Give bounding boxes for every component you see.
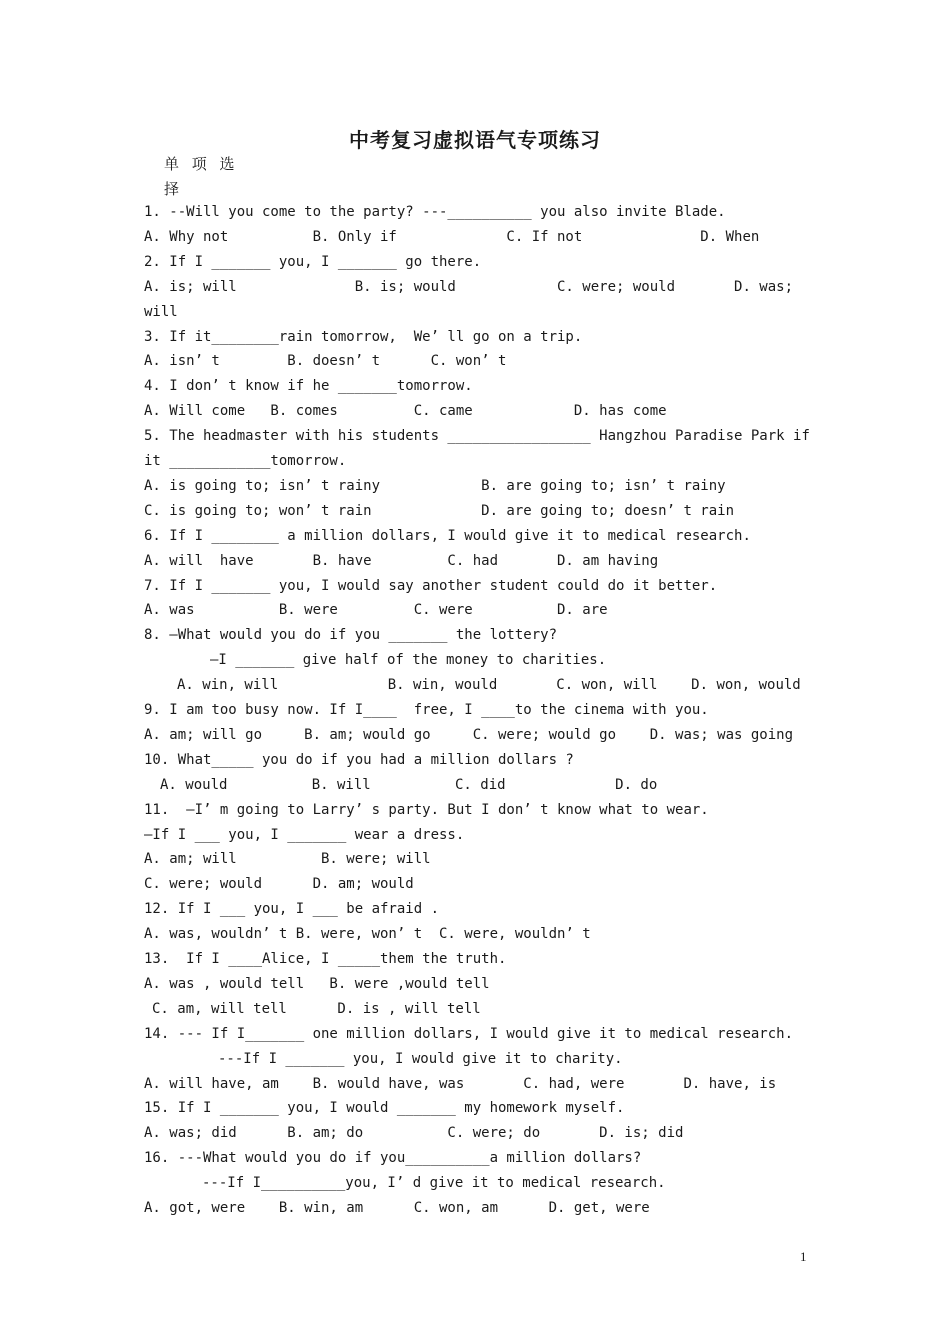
text-line: A. is going to; isn’ t rainy B. are going to; isn’ t rainy — [144, 477, 726, 494]
text-line: A. was B. were C. were D. are — [144, 602, 608, 619]
text-line: 8. —What would you do if you _______ the lottery? — [144, 627, 558, 644]
text-line: A. will have B. have C. had D. am having — [144, 552, 659, 569]
text-line: A. got, were B. win, am C. won, am D. get, were — [144, 1200, 650, 1216]
text-line: 2. If I _______ you, I _______ go there. — [144, 253, 482, 270]
text-line: —I _______ give half of the money to charities. — [210, 652, 607, 669]
text-line: 6. If I ________ a million dollars, I would give it to medical research. — [144, 527, 751, 544]
text-line: A. was , would tell B. were ,would tell — [144, 975, 490, 992]
text-line: will — [144, 303, 178, 320]
text-line: C. am, will tell D. is , will tell — [152, 1000, 481, 1017]
text-line: ---If I _______ you, I would give it to charity. — [218, 1050, 623, 1067]
text-line: C. is going to; won’ t rain D. are going to; doesn’ t rain — [144, 502, 735, 519]
text-line: A. win, will B. win, would C. won, will D. won, would — [177, 677, 801, 694]
text-line: 15. If I _______ you, I would _______ my homework myself. — [144, 1100, 625, 1117]
text-line: —If I ___ you, I _______ wear a dress. — [144, 826, 465, 843]
text-line: A. Will come B. comes C. came D. has come — [144, 403, 667, 420]
text-line: 7. If I _______ you, I would say another student could do it better. — [144, 577, 718, 594]
text-line: A. isn’ t B. doesn’ t C. won’ t — [144, 353, 507, 370]
page-number: 1 — [800, 1249, 807, 1264]
text-line: A. was; did B. am; do C. were; do D. is; did — [144, 1125, 684, 1142]
text-line: A. would B. will C. did D. do — [160, 776, 658, 793]
text-line: A. am; will B. were; will — [144, 851, 431, 868]
text-line: C. were; would D. am; would — [144, 876, 414, 893]
text-line: 5. The headmaster with his students _________________ Hangzhou Paradise Park if — [144, 428, 810, 445]
text-line: it ____________tomorrow. — [144, 453, 347, 469]
text-line: 13. If I ____Alice, I _____them the truth. — [144, 951, 507, 967]
text-line: A. will have, am B. would have, was C. had, were D. have, is — [144, 1075, 777, 1092]
text-line: 11. —I’ m going to Larry’ s party. But I don’ t know what to wear. — [144, 801, 709, 818]
text-line: 4. I don’ t know if he _______tomorrow. — [144, 378, 473, 395]
text-line: A. was, wouldn’ t B. were, won’ t C. were, wouldn’ t — [144, 926, 591, 943]
text-line: A. am; will go B. am; would go C. were; would go D. was; was going — [144, 726, 794, 743]
text-line: 1. --Will you come to the party? ---__________ you also invite Blade. — [144, 204, 726, 220]
text-line: 16. ---What would you do if you__________a million dollars? — [144, 1150, 642, 1167]
text-line: 14. --- If I_______ one million dollars, I would give it to medical research. — [144, 1025, 794, 1042]
text-line: 3. If it________rain tomorrow, We’ ll go on a trip. — [144, 328, 583, 345]
section-heading: 单 项 选 择 — [164, 155, 239, 198]
text-line: 10. What_____ you do if you had a million dollars ? — [144, 751, 574, 768]
text-line: 12. If I ___ you, I ___ be afraid . — [144, 901, 440, 918]
page-title: 中考复习虚拟语气专项练习 — [349, 128, 601, 152]
text-line: A. Why not B. Only if C. If not D. When — [144, 228, 760, 245]
text-line: ---If I__________you, I’ d give it to medical research. — [202, 1175, 666, 1192]
text-line: 9. I am too busy now. If I____ free, I ____to the cinema with you. — [144, 702, 709, 718]
text-line: A. is; will B. is; would C. were; would D. was; — [144, 278, 794, 295]
